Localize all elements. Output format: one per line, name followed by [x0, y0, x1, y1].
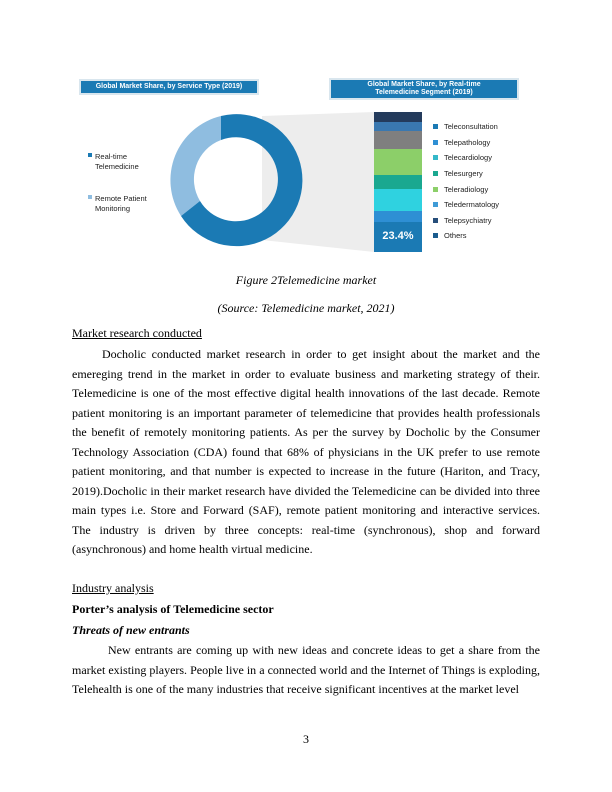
legend-item [433, 213, 499, 229]
right-legend [433, 119, 499, 244]
legend-swatch [88, 195, 92, 199]
page-number: 3 [303, 732, 309, 746]
heading-threats-new-entrants: Threats of new entrants [72, 623, 190, 637]
bar-segment [374, 131, 422, 149]
legend-item [433, 119, 499, 135]
legend-item-remote-monitoring [88, 194, 147, 214]
text-line: Telemedicine is one of the most effective digital health innovations of the last decade. Remote [72, 386, 540, 400]
legend-swatch [433, 155, 438, 160]
legend-swatch [433, 171, 438, 176]
text-line: market existing players. People live in a connected world and the Internet of Things is exploding, [72, 662, 540, 677]
legend-item-real-time [88, 152, 139, 172]
donut-slice-remote-patient-monitoring [170, 116, 221, 216]
legend-label: Telecardiology [444, 153, 492, 163]
legend-swatch [433, 233, 438, 238]
left-chart-title: Global Market Share, by Service Type (2019) [79, 79, 259, 95]
figure-caption: Figure 2Telemedicine market [235, 273, 377, 287]
text-line: the benefit of remotely monitoring patients. As per the survey by Docholic by the Consumer [72, 425, 540, 439]
legend-label: Telepsychiatry [444, 215, 492, 225]
legend-label: Teledermatology [444, 200, 500, 210]
paragraph-threats [72, 641, 540, 700]
text-line: New entrants are coming up with new ideas and concrete ideas to get a share from the [108, 643, 540, 657]
legend-label: Remote Patient [95, 194, 147, 203]
legend-label: Real-time [95, 152, 128, 161]
legend-item [433, 135, 499, 151]
legend-label: Teleconsultation [444, 122, 498, 132]
legend-label: Telesurgery [444, 169, 483, 179]
legend-item [433, 150, 499, 166]
right-title-line1: Global Market Share, by Real-time [367, 81, 481, 88]
heading-market-research: Market research conducted [72, 326, 202, 340]
legend-item [433, 181, 499, 197]
legend-label: Telepathology [444, 137, 491, 147]
bar-segment [374, 112, 422, 122]
bar-segment [374, 211, 422, 222]
paragraph-market-research [72, 345, 540, 560]
legend-swatch [433, 218, 438, 223]
bar-segment [374, 175, 422, 189]
heading-porters-analysis: Porter’s analysis of Telemedicine sector [72, 602, 274, 616]
telemedicine-market-figure [76, 68, 538, 264]
legend-label: Telemedicine [95, 162, 139, 171]
text-line: Docholic conducted market research in order to get insight about the market and the [102, 347, 540, 361]
figure-source: (Source: Telemedicine market, 2021) [217, 301, 395, 315]
text-line: The industry is driven by three concepts: real-time (synchronous), shop and forward [72, 522, 540, 537]
legend-label: Teleradiology [444, 184, 489, 194]
legend-item [433, 166, 499, 182]
heading-industry-analysis: Industry analysis [72, 581, 154, 595]
bar-segment [374, 122, 422, 131]
legend-label: Others [444, 231, 467, 241]
legend-item [433, 228, 499, 244]
legend-label: Monitoring [95, 204, 131, 213]
text-line: main types i.e. Store and Forward (SAF), remote patient monitoring and interactive services. [72, 503, 540, 517]
legend-swatch [433, 187, 438, 192]
text-line: Technology Association (CDA) found that 68% of physicians in the UK prefer to use remote [72, 444, 540, 459]
bar-segment [374, 189, 422, 211]
text-line: (asynchronous) and home health virtual medicine. [72, 542, 313, 556]
text-line: patient monitoring, and that number is expected to increase in the future (Hariton, and Tracy, [72, 464, 540, 478]
legend-swatch [433, 202, 438, 207]
legend-swatch [433, 140, 438, 145]
text-line: 2019).Docholic in their market research have divided the Telemedicine can be divided into three [72, 483, 540, 498]
text-line: emereging trend in the market in order to evaluate business and marketing strategy of their. [72, 366, 540, 381]
bar-segment [374, 149, 422, 175]
legend-swatch [433, 124, 438, 129]
text-line: patient monitoring is an important parameter of telemedicine that provides health professionals [72, 405, 540, 420]
legend-item [433, 197, 499, 213]
bar-value-label: 23.4% [382, 230, 414, 242]
right-title-line2: Telemedicine Segment (2019) [375, 89, 473, 96]
text-line: Telehealth is one of the many industries that receive significant incentives at the market level [72, 682, 519, 696]
legend-swatch [88, 153, 92, 157]
